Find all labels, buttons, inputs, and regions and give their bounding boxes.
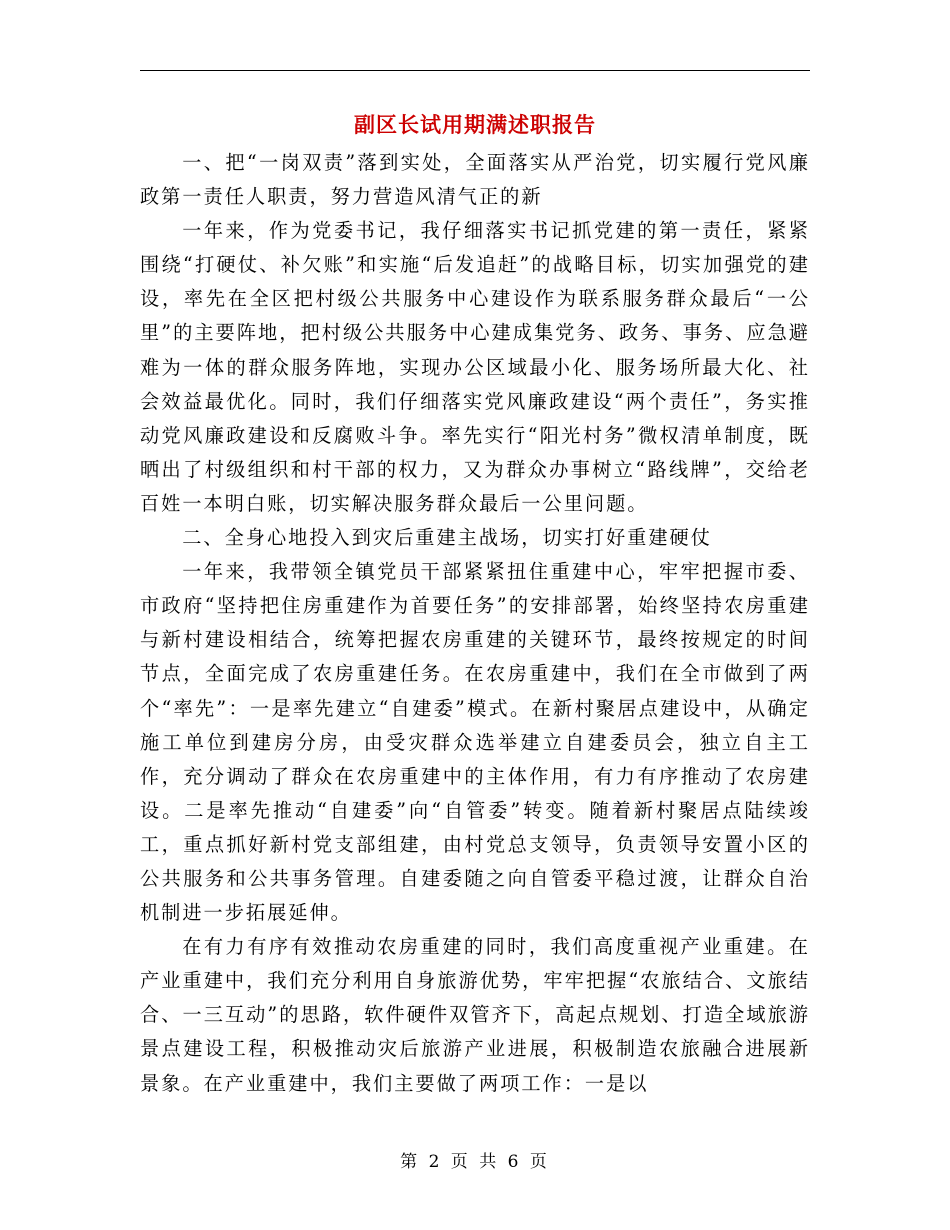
paragraph: 一年来，作为党委书记，我仔细落实书记抓党建的第一责任，紧紧围绕“打硬仗、补欠账”和实施“后发追赶”的战略目标，切实加强党的建设，率先在全区把村级公共服务中心建设作为联系服务群众最后“一公里”的主要阵地，把村级公共服务中心建成集党务、政务、事务、应急避难为一体的群众服务阵地，实现办公区域最小化、服务场所最大化、社会效益最优化。同时，我们仔细落实党风廉政建设“两个责任”，务实推动党风廉政建设和反腐败斗争。率先实行“阳光村务”微权清单制度，既晒出了村级组织和村干部的权力，又为群众办事树立“路线牌”，交给老百姓一本明白账，切实解决服务群众最后一公里问题。 — [140, 219, 810, 515]
page-footer — [140, 1150, 810, 1174]
footer-prefix: 第 — [400, 1152, 421, 1172]
header-rule — [140, 70, 810, 71]
paragraph: 一年来，我带领全镇党员干部紧紧扭住重建中心，牢牢把握市委、市政府“坚持把住房重建作为首要任务”的安排部署，始终坚持农房重建与新村建设相结合，统筹把握农房重建的关键环节，最终按规定的时间节点，全面完成了农房重建任务。在农房重建中，我们在全市做到了两个“率先”：一是率先建立“自建委”模式。在新村聚居点建设中，从确定施工单位到建房分房，由受灾群众选举建立自建委员会，独立自主工作，充分调动了群众在农房重建中的主体作用，有力有序推动了农房建设。二是率先推动“自建委”向“自管委”转变。随着新村聚居点陆续竣工，重点抓好新村党支部组建，由村党总支领导，负责领导安置小区的公共服务和公共事务管理。自建委随之向自管委平稳过渡，让群众自治机制进一步拓展延伸。 — [140, 560, 810, 925]
paragraph: 二、全身心地投入到灾后重建主战场，切实打好重建硬仗 — [182, 526, 712, 550]
document-body — [140, 146, 810, 1101]
page-title: 副区长试用期满述职报告 — [354, 112, 596, 137]
footer-middle: 页 共 — [450, 1152, 500, 1172]
paragraph: 在有力有序有效推动农房重建的同时，我们高度重视产业重建。在产业重建中，我们充分利用自身旅游优势，牢牢把握“农旅结合、文旅结合、一三互动”的思路，软件硬件双管齐下，高起点规划、打造全域旅游景点建设工程，积极推动灾后旅游产业进展，积极制造农旅融合进展新景象。在产业重建中，我们主要做了两项工作：一是以 — [140, 935, 810, 1095]
footer-current-page: 2 — [428, 1152, 443, 1172]
footer-total-pages: 6 — [507, 1152, 522, 1172]
paragraph: 一、把“一岗双责”落到实处，全面落实从严治党，切实履行党风廉政第一责任人职责，努力营造风清气正的新 — [140, 151, 810, 209]
footer-suffix: 页 — [529, 1152, 550, 1172]
